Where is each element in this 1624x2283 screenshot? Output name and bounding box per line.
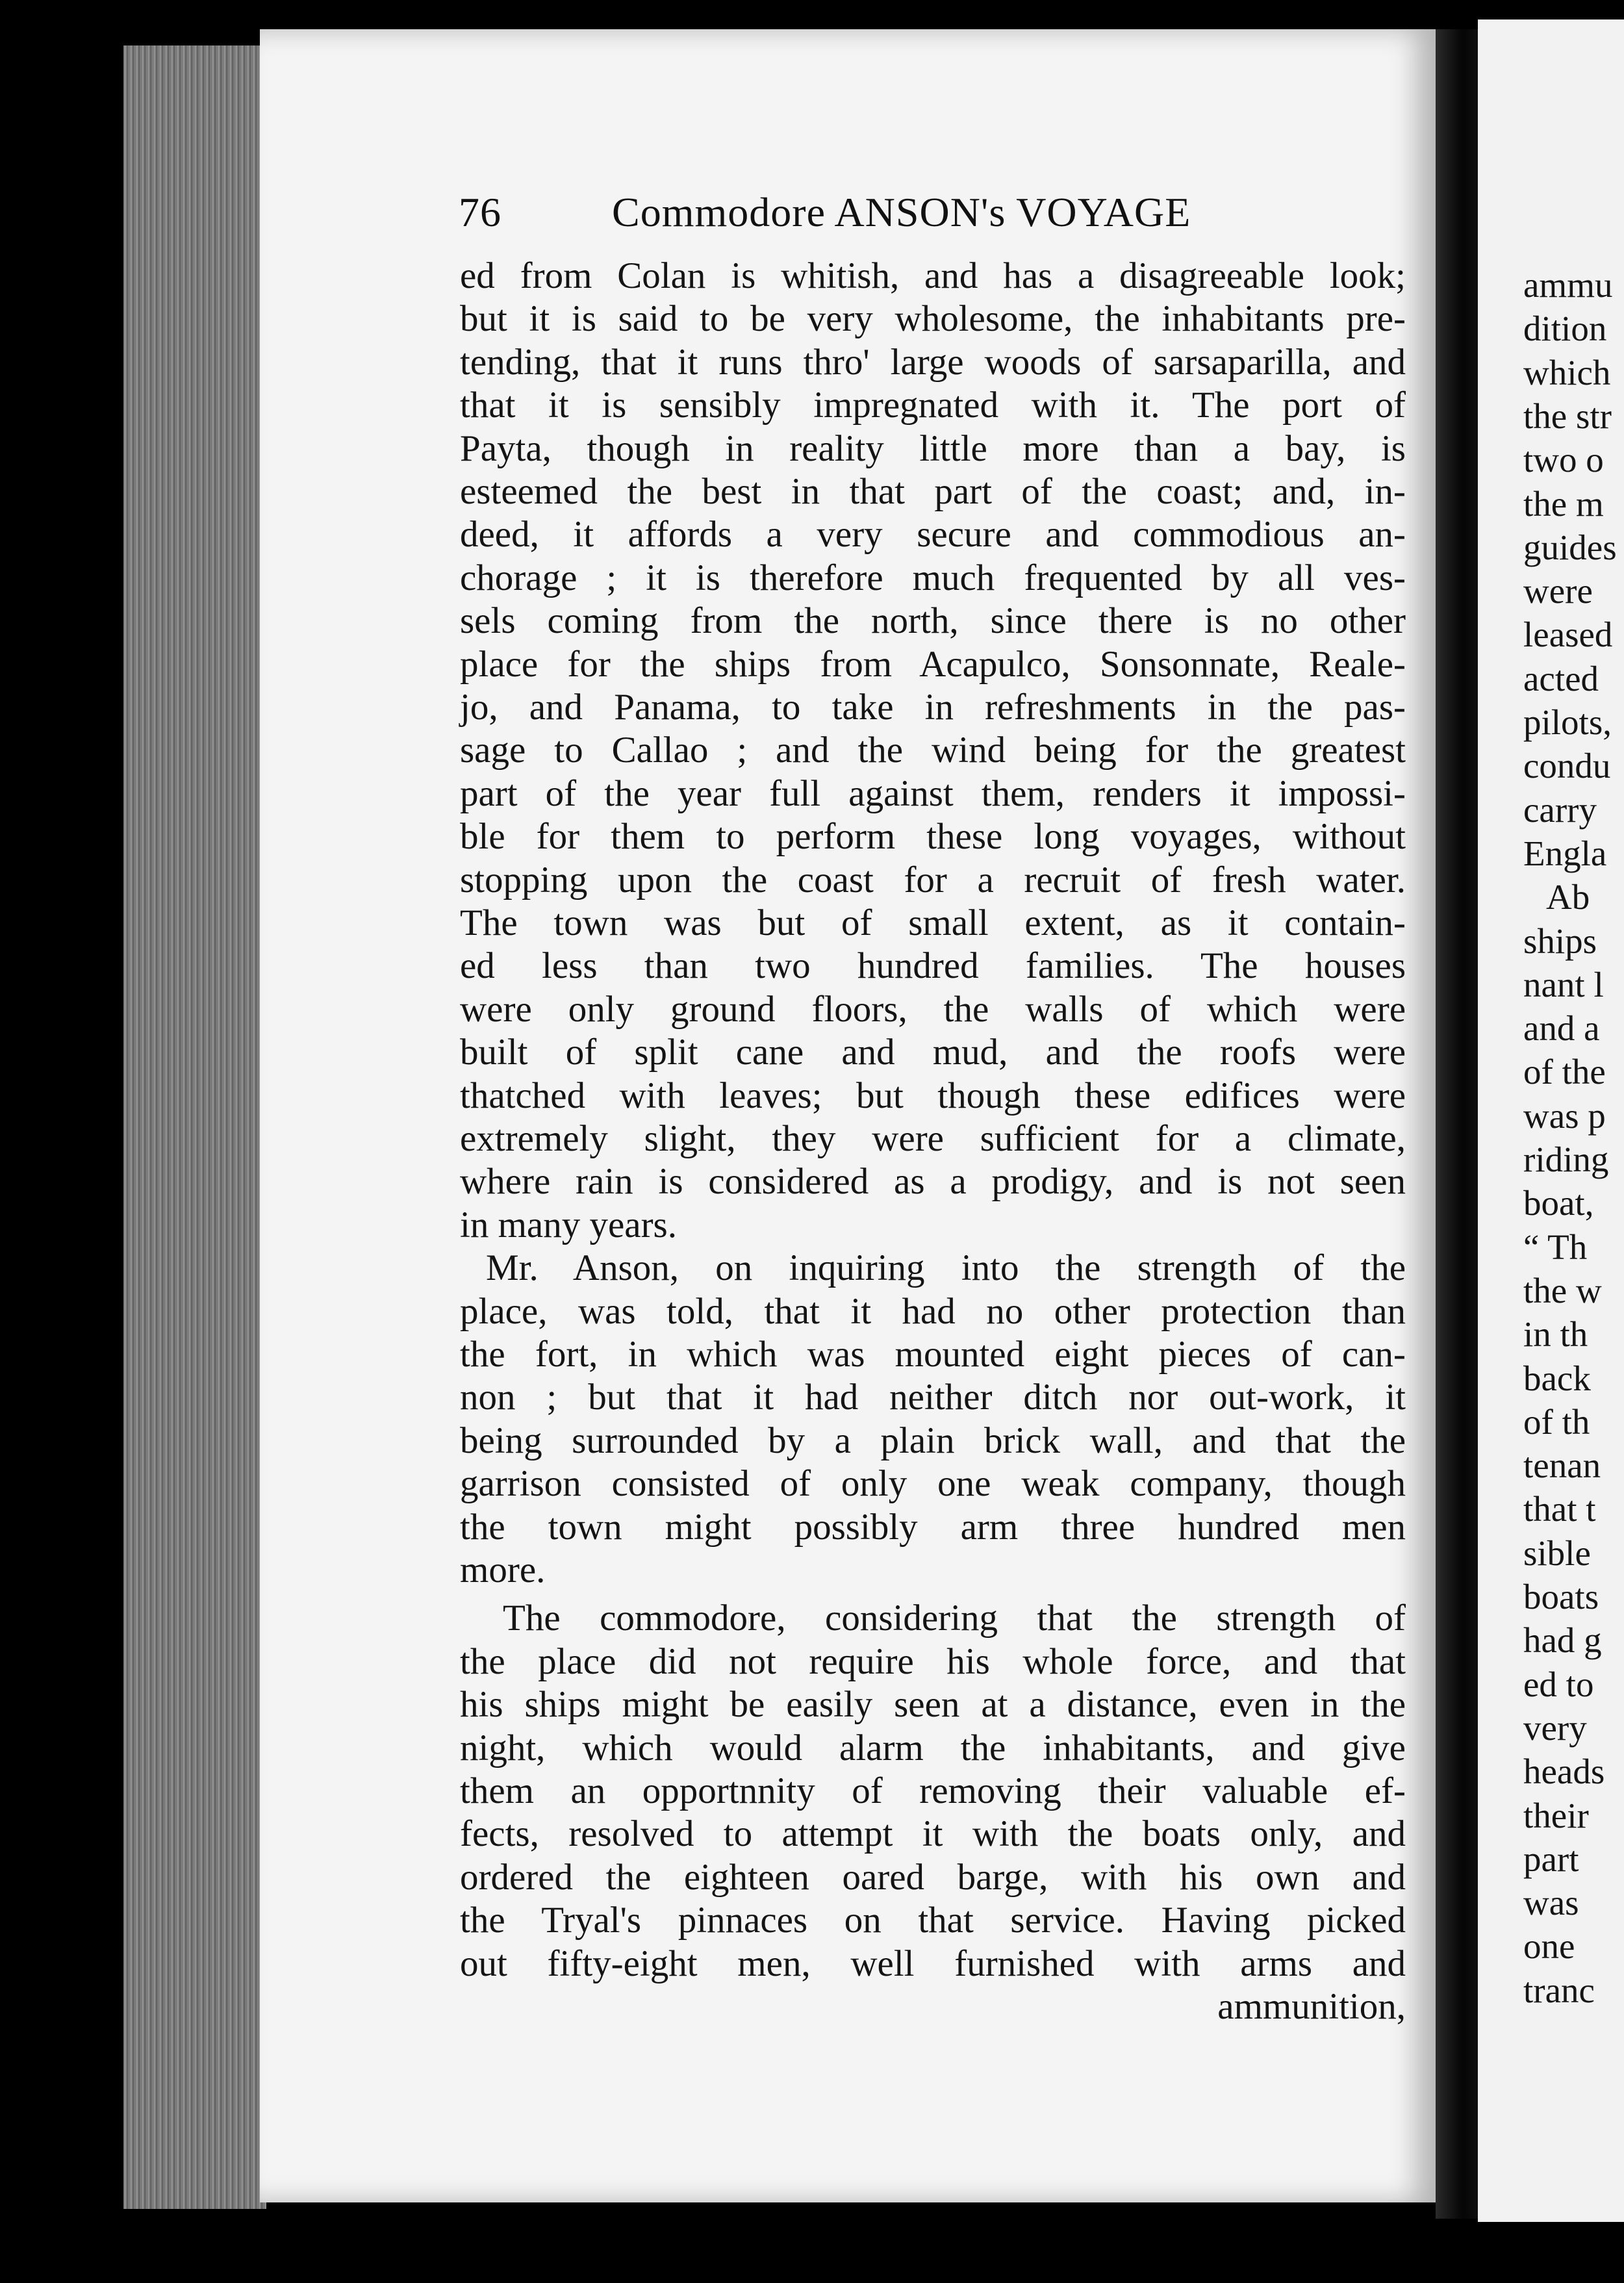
text-line: The commodore, considering that the strength of (503, 1598, 1406, 1639)
text-line: the fort, in which was mounted eight pieces of can- (460, 1334, 1406, 1375)
page-header (459, 188, 1258, 240)
facing-page-line: condu (1523, 746, 1611, 786)
facing-page-line: boats (1523, 1577, 1599, 1616)
facing-page-line: heads (1523, 1752, 1605, 1792)
facing-page-line: ships (1523, 921, 1597, 961)
right-page-fragment (1478, 19, 1624, 2222)
page-number: 76 (459, 189, 501, 235)
text-line: jo, and Panama, to take in refreshments in the pas- (460, 687, 1406, 728)
facing-page-line: ed to (1523, 1664, 1594, 1704)
text-line: sage to Callao ; and the wind being for the greatest (460, 730, 1406, 771)
facing-page-line: one (1523, 1926, 1575, 1967)
facing-page-line: boat, (1523, 1183, 1594, 1223)
text-line: deed, it affords a very secure and commodious an- (460, 514, 1406, 555)
text-line: the Tryal's pinnaces on that service. Having picked (460, 1900, 1406, 1941)
facing-page-line: the str (1523, 396, 1612, 436)
text-line: ed less than two hundred families. The houses (460, 945, 1406, 987)
facing-page-line: acted (1523, 658, 1599, 698)
text-line: place, was told, that it had no other protection than (460, 1290, 1406, 1332)
facing-page-line: the w (1523, 1270, 1602, 1310)
facing-page-line: Engla (1523, 833, 1607, 873)
text-line: his ships might be easily seen at a distance, even in the (460, 1684, 1406, 1726)
text-line: ordered the eighteen oared barge, with his own and (460, 1856, 1406, 1898)
text-line: sels coming from the north, since there is no other (460, 600, 1406, 642)
text-line: were only ground floors, the walls of which were (460, 988, 1406, 1030)
facing-page-line: riding (1523, 1140, 1609, 1179)
facing-page-line: two o (1523, 440, 1604, 480)
facing-page-line: was p (1523, 1095, 1606, 1136)
facing-page-line: tenan (1523, 1446, 1601, 1486)
facing-page-line: of th (1523, 1401, 1590, 1442)
text-line: more. (460, 1550, 546, 1590)
facing-page-line: carry (1523, 789, 1597, 830)
facing-page-line: nant l (1523, 964, 1604, 1004)
text-line: Payta, though in reality little more than a bay, is (460, 427, 1406, 469)
facing-page-line: tranc (1523, 1970, 1595, 2010)
text-line: thatched with leaves; but though these edifices were (460, 1075, 1406, 1116)
text-line: out fifty-eight men, well furnished with arms and (460, 1943, 1406, 1984)
facing-page-line: “ Th (1523, 1227, 1588, 1267)
facing-page-line: the m (1523, 483, 1604, 524)
facing-page-line: back (1523, 1358, 1591, 1398)
text-line: Mr. Anson, on inquiring into the strength of the (486, 1247, 1406, 1289)
text-line: the place did not require his whole force, and that (460, 1640, 1406, 1682)
text-line: the town might possibly arm three hundred men (460, 1506, 1406, 1548)
text-line: The town was but of small extent, as it contain- (460, 902, 1406, 943)
facing-page-line: their (1523, 1795, 1589, 1835)
text-line: tending, that it runs thro' large woods of sarsaparilla, and (460, 341, 1406, 383)
facing-page-line: guides (1523, 527, 1617, 567)
text-line: esteemed the best in that part of the coast; and, in- (460, 471, 1406, 512)
book-gutter (1436, 29, 1481, 2219)
facing-page-line: dition (1523, 309, 1607, 349)
running-title: Commodore ANSON's VOYAGE (612, 189, 1191, 235)
text-line: night, which would alarm the inhabitants, and give (460, 1727, 1406, 1768)
facing-page-line: ammu (1523, 265, 1613, 305)
text-line: ed from Colan is whitish, and has a disagreeable look; (460, 255, 1406, 296)
page-fore-edge (123, 45, 266, 2209)
facing-page-line: that t (1523, 1489, 1596, 1529)
text-line: where rain is considered as a prodigy, and is not seen (460, 1161, 1406, 1203)
text-line: place for the ships from Acapulco, Sonsonnate, Reale- (460, 643, 1406, 685)
text-line: garrison consisted of only one weak company, though (460, 1463, 1406, 1505)
text-line: extremely slight, they were sufficient for a climate, (460, 1118, 1406, 1159)
text-line: them an opportnnity of removing their valuable ef- (460, 1770, 1406, 1811)
text-line: fects, resolved to attempt it with the boats only, and (460, 1813, 1406, 1855)
facing-page-line: leased (1523, 615, 1613, 655)
facing-page-line: Ab (1546, 877, 1590, 917)
facing-page-line: and a (1523, 1008, 1600, 1049)
text-line: being surrounded by a plain brick wall, and that the (460, 1420, 1406, 1461)
facing-page-line: part (1523, 1839, 1579, 1879)
text-line: stopping upon the coast for a recruit of fresh water. (460, 859, 1406, 900)
text-line: that it is sensibly impregnated with it. The port of (460, 385, 1406, 426)
text-line: but it is said to be very wholesome, the inhabitants pre- (460, 298, 1406, 340)
facing-page-line: very (1523, 1707, 1587, 1748)
facing-page-line: of the (1523, 1052, 1606, 1092)
facing-page-line: sible (1523, 1533, 1591, 1573)
text-line: chorage ; it is therefore much frequented by all ves- (460, 557, 1406, 598)
facing-page-line: pilots, (1523, 702, 1612, 742)
text-line: ammunition, (1217, 1986, 1406, 2027)
facing-page-line: which (1523, 352, 1611, 392)
facing-page-line: was (1523, 1883, 1579, 1923)
text-line: built of split cane and mud, and the roofs were (460, 1032, 1406, 1073)
text-line: in many years. (460, 1204, 677, 1245)
text-line: part of the year full against them, renders it impossi- (460, 772, 1406, 814)
facing-page-line: in th (1523, 1314, 1588, 1355)
text-line: ble for them to perform these long voyages, without (460, 816, 1406, 858)
facing-page-line: had g (1523, 1620, 1602, 1661)
text-line: non ; but that it had neither ditch nor out-work, it (460, 1377, 1406, 1418)
facing-page-line: were (1523, 571, 1593, 611)
